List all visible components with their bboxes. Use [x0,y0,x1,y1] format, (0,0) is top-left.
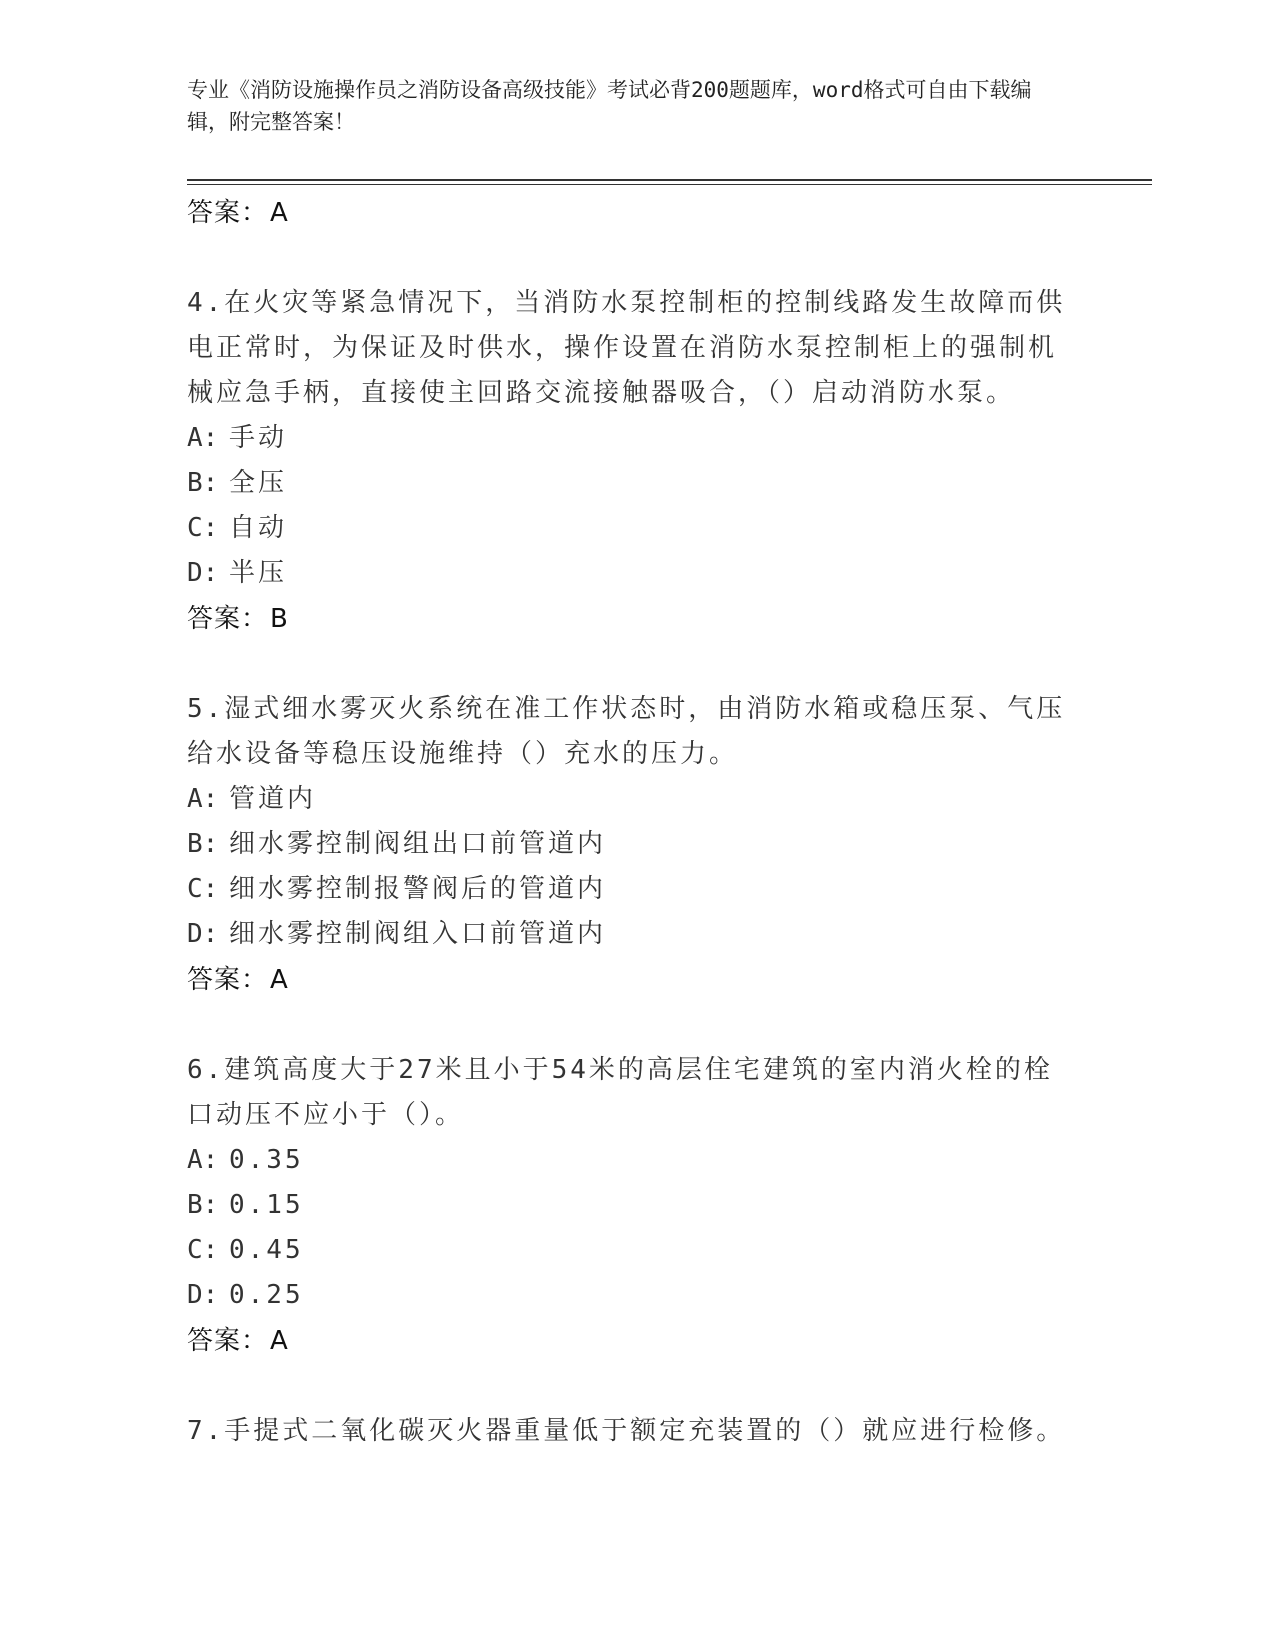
answer-line [187,957,1067,1003]
option-a [187,1138,1067,1183]
option-key: C: [187,1235,219,1265]
spacer [187,1003,1067,1048]
option-key: B: [187,1190,219,1220]
spacer [187,236,1067,281]
option-key: C: [187,874,219,904]
option-key: A: [187,423,219,453]
option-text: 全压 [229,468,288,498]
question-list [187,190,1067,1454]
question-text: 6.建筑高度大于27米且小于54米的高层住宅建筑的室内消火栓的栓口动压不应小于（）。 [187,1055,1053,1130]
option-c [187,1228,1067,1273]
answer-line [187,596,1067,642]
question-block [187,1409,1067,1454]
answer-line [187,190,1067,236]
page-header: 专业《消防设施操作员之消防设备高级技能》考试必背200题题库，word格式可自由下载编辑，附完整答案！ [187,78,1032,134]
option-key: B: [187,829,219,859]
answer-value: B [270,604,289,634]
option-b [187,461,1067,506]
option-text: 0.15 [229,1190,304,1220]
answer-label: 答案： [187,198,269,228]
answer-value: A [270,1326,289,1356]
option-d [187,912,1067,957]
question-text: 7.手提式二氧化碳灭火器重量低于额定充装置的（）就应进行检修。 [187,1416,1066,1446]
spacer [187,1364,1067,1409]
question-block [187,687,1067,1003]
header-rule-thin [187,184,1152,185]
answer-line [187,1318,1067,1364]
question-block [187,1048,1067,1364]
answer-value: A [270,198,289,228]
answer-value: A [270,965,289,995]
answer-label: 答案： [187,604,269,634]
header-rule-thick [187,179,1152,181]
option-text: 自动 [229,513,288,543]
option-text: 手动 [229,423,288,453]
option-d [187,551,1067,596]
spacer [187,642,1067,687]
option-text: 管道内 [229,784,317,814]
option-key: D: [187,558,219,588]
option-text: 0.25 [229,1280,304,1310]
option-text: 细水雾控制阀组入口前管道内 [229,919,607,949]
option-text: 0.35 [229,1145,304,1175]
option-key: A: [187,784,219,814]
answer-label: 答案： [187,965,269,995]
option-text: 细水雾控制报警阀后的管道内 [229,874,607,904]
question-text: 5.湿式细水雾灭火系统在准工作状态时，由消防水箱或稳压泵、气压给水设备等稳压设施维持（）充水的压力。 [187,694,1066,769]
option-key: B: [187,468,219,498]
option-text: 细水雾控制阀组出口前管道内 [229,829,607,859]
option-key: D: [187,919,219,949]
option-d [187,1273,1067,1318]
option-c [187,506,1067,551]
option-a [187,416,1067,461]
option-c [187,867,1067,912]
option-b [187,1183,1067,1228]
option-a [187,777,1067,822]
option-key: D: [187,1280,219,1310]
answer-label: 答案： [187,1326,269,1356]
option-text: 0.45 [229,1235,304,1265]
option-text: 半压 [229,558,288,588]
option-b [187,822,1067,867]
question-block [187,281,1067,642]
option-key: C: [187,513,219,543]
option-key: A: [187,1145,219,1175]
question-text: 4.在火灾等紧急情况下，当消防水泵控制柜的控制线路发生故障而供电正常时，为保证及时供水，操作设置在消防水泵控制柜上的强制机械应急手柄，直接使主回路交流接触器吸合，（）启动消防水泵。 [187,288,1066,408]
